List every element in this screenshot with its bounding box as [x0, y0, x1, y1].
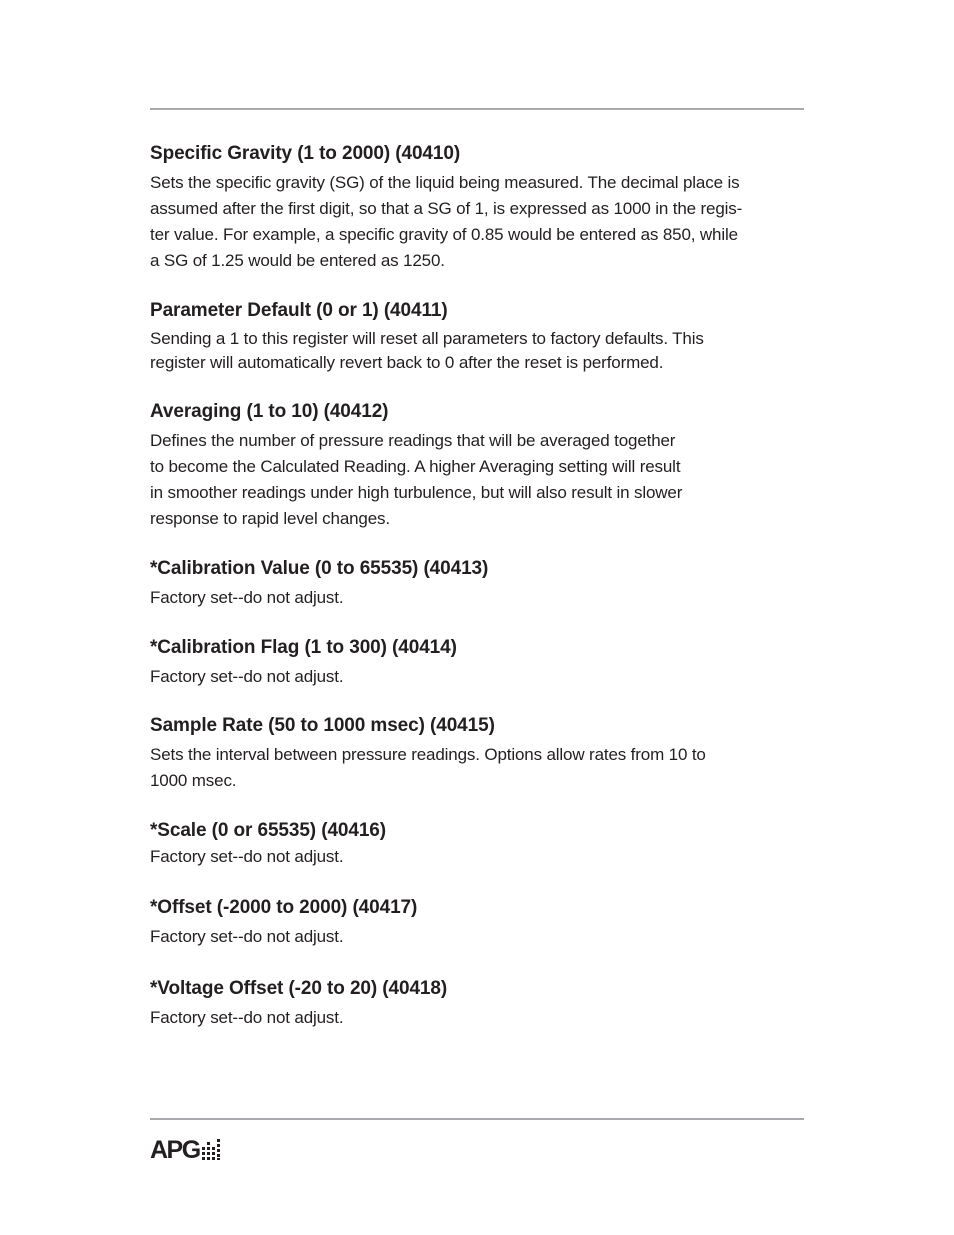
- section-body: [150, 170, 810, 274]
- section-body: [150, 1005, 810, 1031]
- body-line: ter value. For example, a specific gravity of 0.85 would be entered as 850, while: [150, 225, 738, 244]
- body-line: Factory set--do not adjust.: [150, 847, 344, 866]
- logo-text: APG: [150, 1135, 200, 1164]
- apg-logo: [150, 1137, 222, 1163]
- body-line: Factory set--do not adjust.: [150, 667, 344, 686]
- footer-divider: [150, 1118, 804, 1120]
- section-heading: *Calibration Flag (1 to 300) (40414): [150, 637, 457, 658]
- section-offset: [150, 897, 810, 950]
- body-line: Defines the number of pressure readings that will be averaged together: [150, 431, 676, 450]
- section-sample-rate: [150, 715, 810, 794]
- section-voltage-offset: [150, 978, 810, 1031]
- section-heading: *Voltage Offset (-20 to 20) (40418): [150, 978, 448, 999]
- section-parameter-default: [150, 300, 810, 375]
- body-line: 1000 msec.: [150, 771, 237, 790]
- section-calibration-value: [150, 558, 810, 611]
- body-line: register will automatically revert back to 0 after the reset is performed.: [150, 353, 664, 372]
- body-line: Factory set--do not adjust.: [150, 927, 344, 946]
- body-line: a SG of 1.25 would be entered as 1250.: [150, 251, 445, 270]
- section-specific-gravity: [150, 143, 810, 274]
- section-body: [150, 428, 810, 532]
- body-line: Sending a 1 to this register will reset all parameters to factory defaults. This: [150, 329, 704, 348]
- section-heading: Specific Gravity (1 to 2000) (40410): [150, 143, 461, 164]
- body-line: Sets the specific gravity (SG) of the liquid being measured. The decimal place is: [150, 173, 740, 192]
- section-body: [150, 327, 810, 375]
- body-line: response to rapid level changes.: [150, 509, 390, 528]
- body-line: assumed after the first digit, so that a SG of 1, is expressed as 1000 in the regis-: [150, 199, 743, 218]
- section-heading: Sample Rate (50 to 1000 msec) (40415): [150, 715, 495, 736]
- section-body: [150, 585, 810, 611]
- body-line: Factory set--do not adjust.: [150, 1008, 344, 1027]
- body-line: Factory set--do not adjust.: [150, 588, 344, 607]
- logo-grid-icon: [202, 1139, 222, 1161]
- body-line: Sets the interval between pressure readings. Options allow rates from 10 to: [150, 745, 706, 764]
- section-heading: Parameter Default (0 or 1) (40411): [150, 300, 448, 321]
- section-body: [150, 664, 810, 690]
- section-heading: Averaging (1 to 10) (40412): [150, 401, 389, 422]
- section-body: [150, 924, 810, 950]
- header-divider: [150, 108, 804, 110]
- section-calibration-flag: [150, 637, 810, 690]
- body-line: to become the Calculated Reading. A higher Averaging setting will result: [150, 457, 681, 476]
- section-scale: [150, 820, 810, 867]
- section-body: [150, 847, 810, 867]
- section-heading: *Scale (0 or 65535) (40416): [150, 820, 387, 841]
- body-line: in smoother readings under high turbulence, but will also result in slower: [150, 483, 683, 502]
- section-body: [150, 742, 810, 794]
- section-heading: *Calibration Value (0 to 65535) (40413): [150, 558, 489, 579]
- section-heading: *Offset (-2000 to 2000) (40417): [150, 897, 418, 918]
- section-averaging: [150, 401, 810, 532]
